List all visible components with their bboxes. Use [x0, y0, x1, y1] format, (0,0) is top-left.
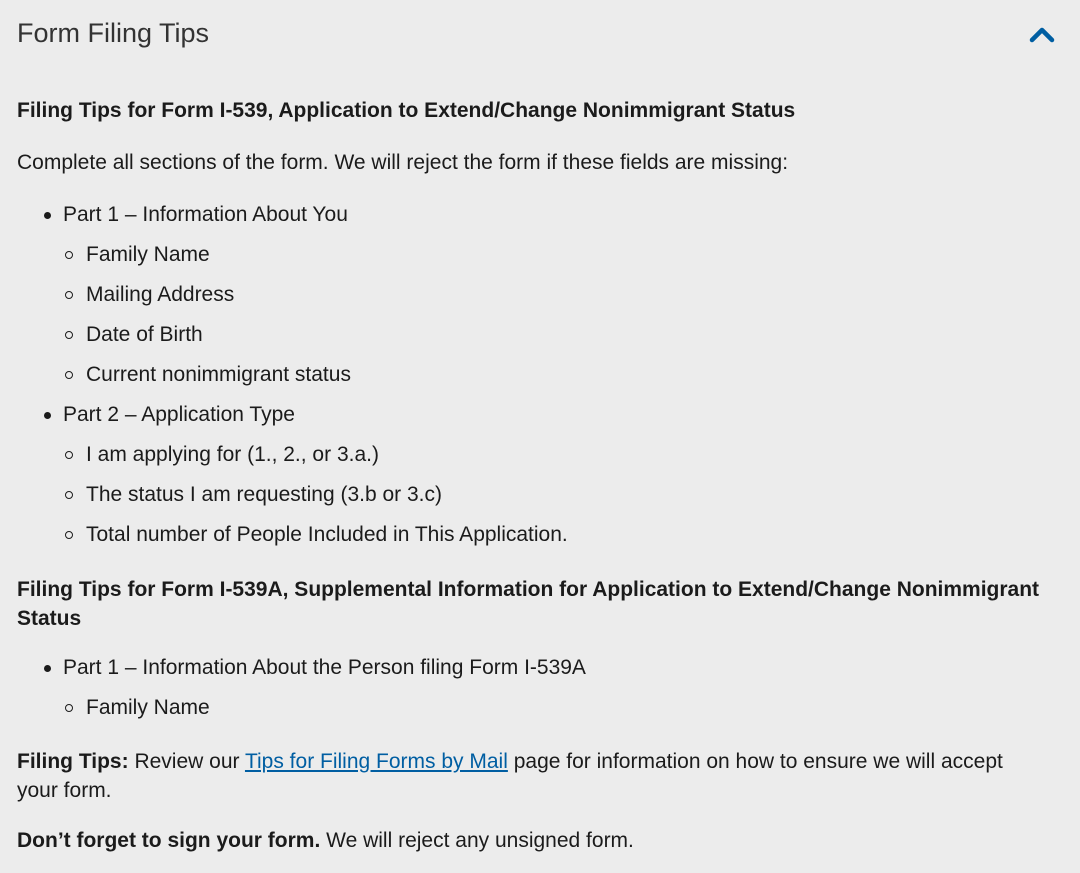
section1-list [17, 195, 568, 555]
filing-tips-text-before: Review our [128, 750, 245, 773]
section1-intro: Complete all sections of the form. We will reject the form if these fields are missing: [17, 151, 789, 174]
sublist-item: The status I am requesting (3.b or 3.c) [63, 475, 568, 515]
list-item-label: Part 1 – Information About You [63, 195, 568, 235]
accordion-title: Form Filing Tips [17, 17, 210, 48]
sublist-item: Date of Birth [63, 315, 568, 355]
accordion-header[interactable] [17, 0, 1063, 70]
sublist [63, 235, 568, 395]
sublist [63, 435, 568, 555]
filing-tips-text-after: page for information on how to ensure we will accept your form. [17, 750, 1003, 802]
sublist-item: Family Name [63, 235, 568, 275]
section1-heading: Filing Tips for Form I-539, Application to Extend/Change Nonimmigrant Status [17, 99, 796, 122]
list-item [17, 648, 586, 728]
filing-tips-label: Filing Tips: [17, 750, 129, 773]
sublist-item: Mailing Address [63, 275, 568, 315]
signature-note-text: We will reject any unsigned form. [320, 829, 634, 852]
signature-note-bold: Don’t forget to sign your form. [17, 829, 321, 852]
sublist-item: I am applying for (1., 2., or 3.a.) [63, 435, 568, 475]
section2-list [17, 648, 586, 728]
list-item-label: Part 1 – Information About the Person filing Form I-539A [63, 648, 586, 688]
list-item [17, 195, 568, 395]
chevron-up-icon[interactable] [1027, 22, 1057, 46]
sublist [63, 688, 586, 728]
filing-tips-paragraph [17, 747, 1047, 805]
signature-note [17, 828, 634, 854]
sublist-item: Current nonimmigrant status [63, 355, 568, 395]
sublist-item: Family Name [63, 688, 586, 728]
tips-for-filing-forms-link[interactable]: Tips for Filing Forms by Mail [244, 750, 508, 773]
sublist-item: Total number of People Included in This Application. [63, 515, 568, 555]
section2-heading: Filing Tips for Form I-539A, Supplemental Information for Application to Extend/Change Nonimmigrant Status [17, 578, 1040, 630]
list-item-label: Part 2 – Application Type [63, 395, 568, 435]
list-item [17, 395, 568, 555]
